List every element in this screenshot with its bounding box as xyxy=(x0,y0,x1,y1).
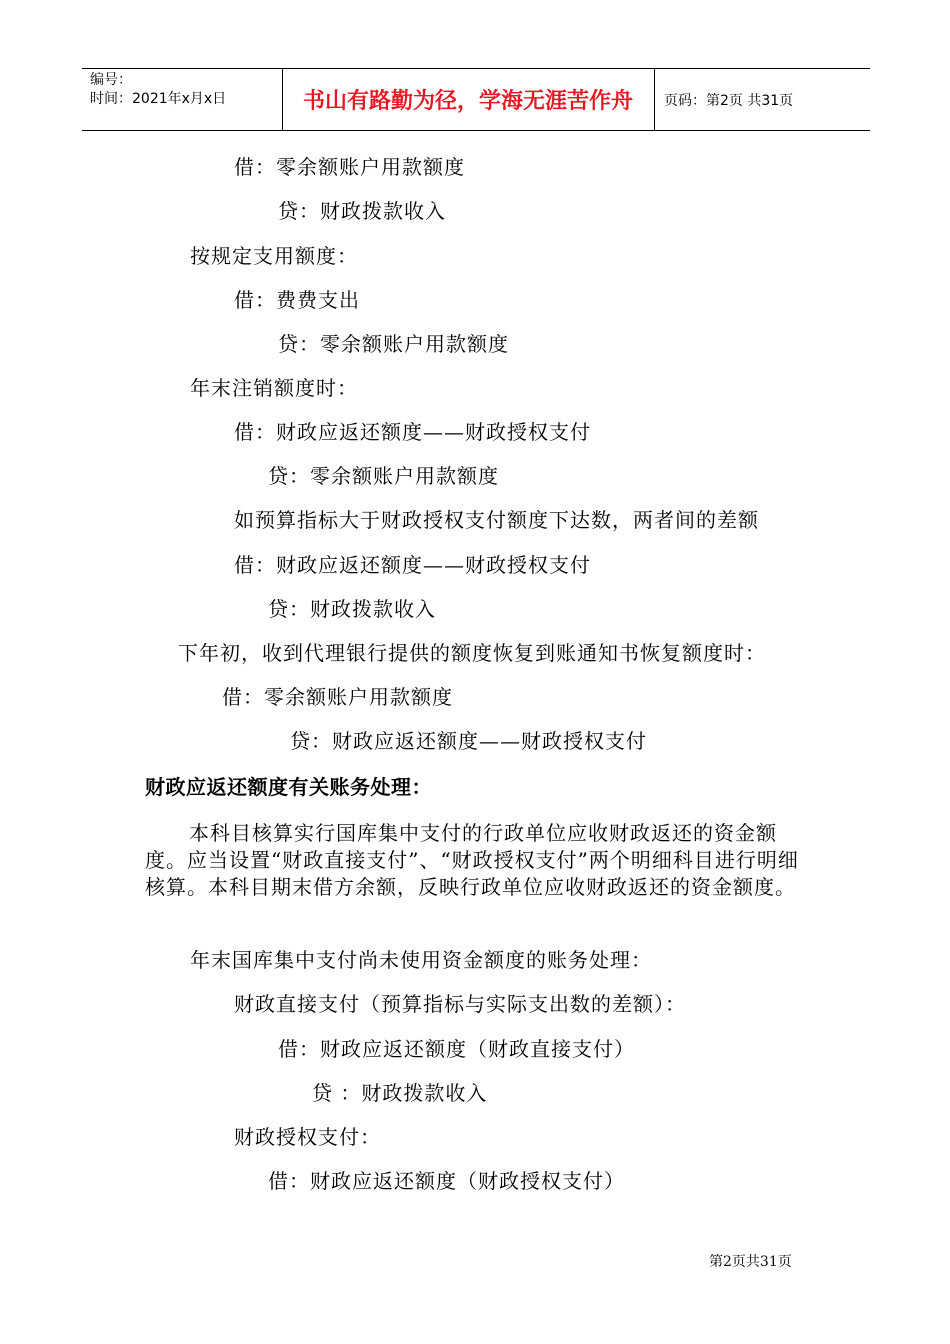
entry-line: 年末注销额度时： xyxy=(190,376,358,400)
entry-line: 按规定支用额度： xyxy=(190,244,358,268)
entry-line: 财政授权支付： xyxy=(234,1125,381,1149)
section-heading: 财政应返还额度有关账务处理： xyxy=(145,775,432,799)
entry-line: 借：费费支出 xyxy=(234,288,360,312)
entry-line: 下年初，收到代理银行提供的额度恢复到账通知书恢复额度时： xyxy=(178,641,766,665)
header-meta xyxy=(90,71,280,127)
header-page-info: 页码：第2页 共31页 xyxy=(664,92,794,109)
entry-line: 贷 ：财政拨款收入 xyxy=(312,1081,488,1105)
header-motto: 书山有路勤为径，学海无涯苦作舟 xyxy=(302,89,633,114)
header-divider xyxy=(654,69,655,130)
entry-line: 年末国库集中支付尚未使用资金额度的账务处理： xyxy=(190,948,652,972)
entry-line: 财政直接支付（预算指标与实际支出数的差额）： xyxy=(234,992,686,1016)
entry-line: 借：零余额账户用款额度 xyxy=(234,155,465,179)
description-paragraph xyxy=(145,820,805,901)
page-footer: 第2页共31页 xyxy=(709,1254,792,1270)
page-header xyxy=(82,68,870,131)
code-label: 编号： xyxy=(90,72,132,88)
entry-line: 借：财政应返还额度——财政授权支付 xyxy=(234,553,591,577)
entry-line: 借：零余额账户用款额度 xyxy=(222,685,453,709)
time-label: 时间：2021年x月x日 xyxy=(90,91,227,107)
description-text: 本科目核算实行国库集中支付的行政单位应收财政返还的资金额度。应当设置“财政直接支付”、“财政授权支付”两个明细科目进行明细核算。本科目期末借方余额，反映行政单位应收财政返还的资金额度。 xyxy=(145,821,799,899)
entry-line: 借：财政应返还额度（财政直接支付） xyxy=(278,1037,635,1061)
entry-line: 贷：财政拨款收入 xyxy=(268,597,436,621)
entry-line: 贷：零余额账户用款额度 xyxy=(278,332,509,356)
entry-line: 贷：财政拨款收入 xyxy=(278,199,446,223)
entry-line: 贷：财政应返还额度——财政授权支付 xyxy=(290,729,647,753)
entry-line: 贷：零余额账户用款额度 xyxy=(268,464,499,488)
entry-line: 借：财政应返还额度（财政授权支付） xyxy=(268,1169,625,1193)
entry-line: 如预算指标大于财政授权支付额度下达数，两者间的差额 xyxy=(234,508,759,532)
entry-line: 借：财政应返还额度——财政授权支付 xyxy=(234,420,591,444)
